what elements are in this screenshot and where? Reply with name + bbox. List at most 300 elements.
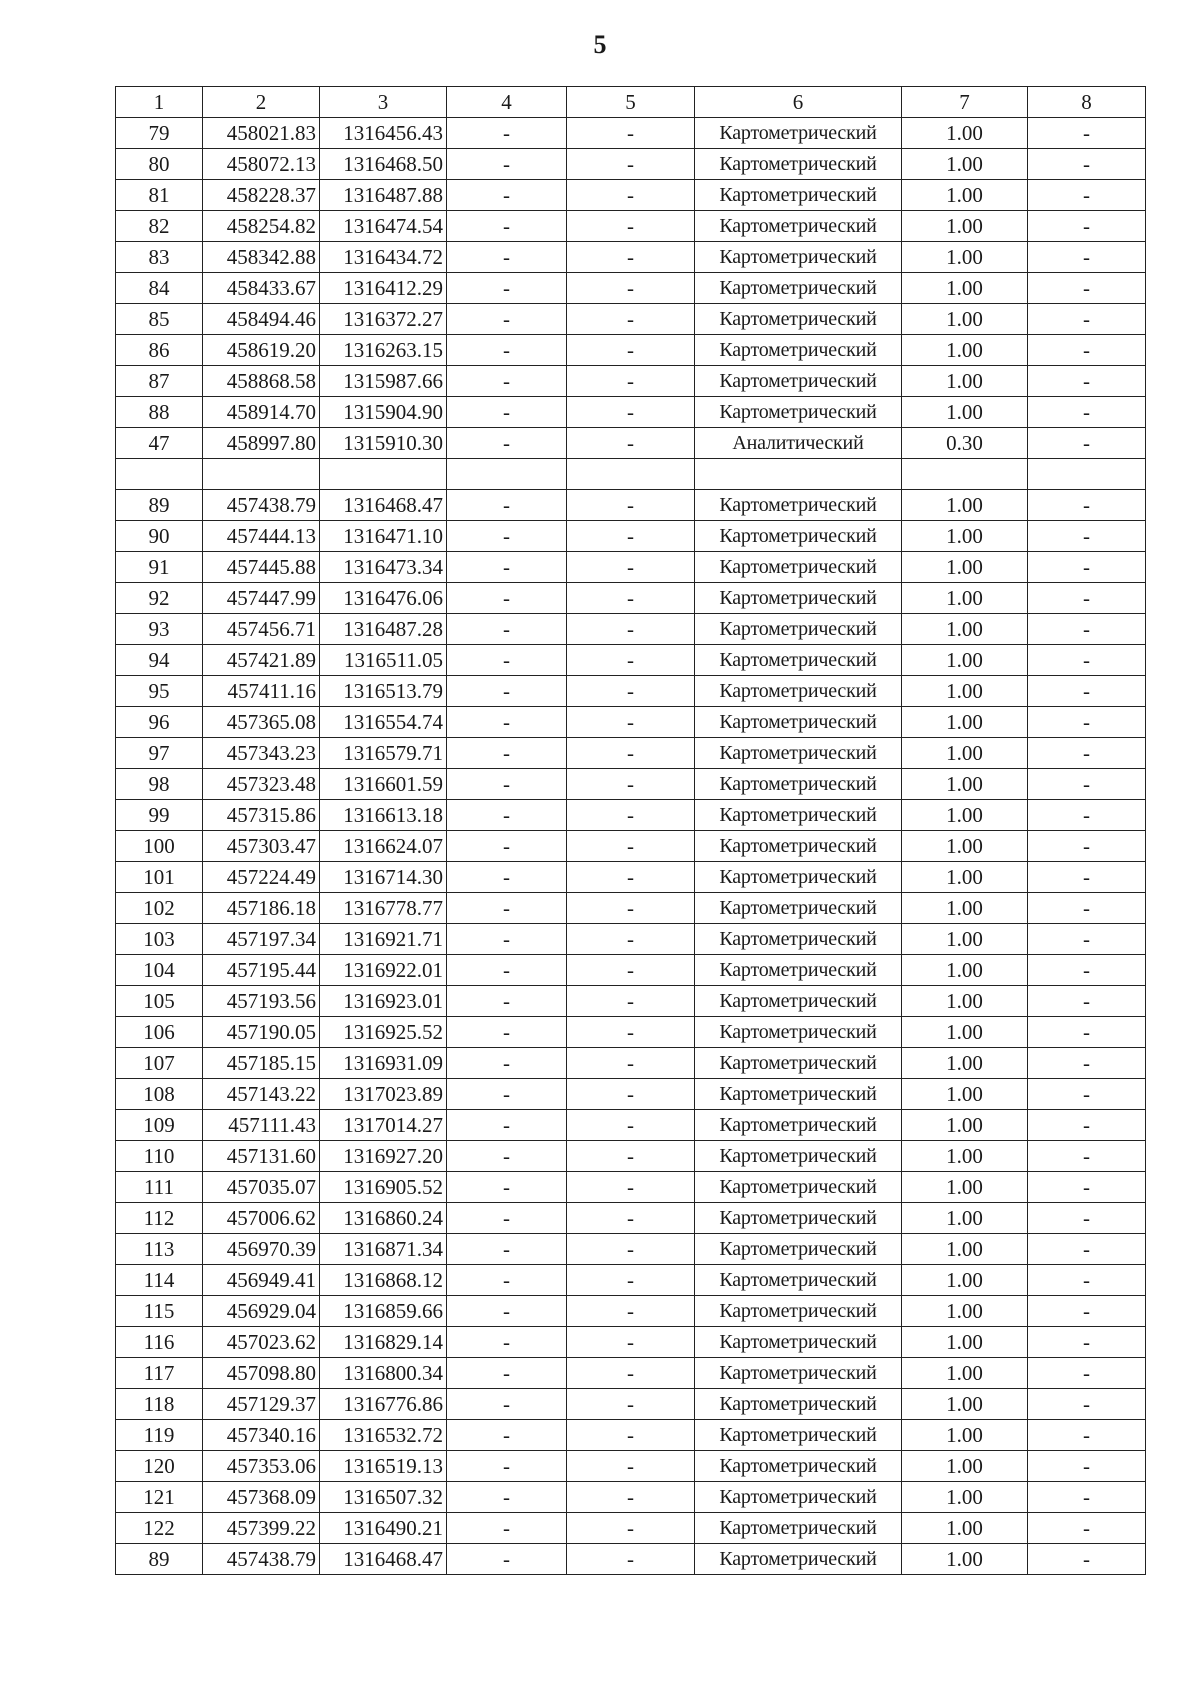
cell-coord-x: 457129.37 [203,1389,320,1420]
cell-col-4: - [447,1265,567,1296]
header-col-7: 7 [902,87,1028,118]
cell-coord-y: 1316511.05 [320,645,447,676]
cell-precision: 1.00 [902,955,1028,986]
cell-col-8: - [1028,552,1146,583]
cell-precision: 1.00 [902,304,1028,335]
cell-col-4: - [447,1513,567,1544]
cell-col-4: - [447,1544,567,1575]
cell-precision: 1.00 [902,707,1028,738]
header-col-6: 6 [695,87,902,118]
cell-col-5: - [567,707,695,738]
cell-col-4: - [447,304,567,335]
cell-coord-y: 1317014.27 [320,1110,447,1141]
cell-coord-x: 458619.20 [203,335,320,366]
cell-coord-y: 1316513.79 [320,676,447,707]
cell-coord-y: 1317023.89 [320,1079,447,1110]
cell-col-4: - [447,955,567,986]
cell-col-5: - [567,800,695,831]
cell-method: Картометрический [695,831,902,862]
cell-col-5: - [567,893,695,924]
cell-precision: 1.00 [902,180,1028,211]
table-row [116,1296,1146,1327]
cell-col-8: - [1028,149,1146,180]
cell-point-number: 97 [116,738,203,769]
cell-col-5: - [567,955,695,986]
cell-coord-x: 457353.06 [203,1451,320,1482]
cell-precision: 1.00 [902,1544,1028,1575]
cell-col-4 [447,459,567,490]
cell-coord-y: 1316859.66 [320,1296,447,1327]
cell-method: Картометрический [695,1327,902,1358]
cell-precision: 1.00 [902,490,1028,521]
cell-col-5: - [567,304,695,335]
cell-col-8: - [1028,955,1146,986]
cell-precision: 1.00 [902,211,1028,242]
cell-coord-y: 1316601.59 [320,769,447,800]
cell-precision: 1.00 [902,242,1028,273]
cell-method: Картометрический [695,552,902,583]
cell-precision: 1.00 [902,831,1028,862]
cell-coord-x: 457023.62 [203,1327,320,1358]
cell-coord-x: 458494.46 [203,304,320,335]
cell-point-number: 98 [116,769,203,800]
cell-coord-y: 1316868.12 [320,1265,447,1296]
cell-col-5: - [567,1420,695,1451]
cell-col-5: - [567,366,695,397]
cell-col-5: - [567,676,695,707]
cell-col-8: - [1028,1172,1146,1203]
cell-col-5: - [567,831,695,862]
cell-point-number: 87 [116,366,203,397]
cell-point-number: 109 [116,1110,203,1141]
cell-col-8: - [1028,1358,1146,1389]
cell-precision: 1.00 [902,800,1028,831]
cell-col-8: - [1028,1079,1146,1110]
cell-point-number: 91 [116,552,203,583]
table-row [116,986,1146,1017]
cell-col-5: - [567,273,695,304]
cell-point-number: 122 [116,1513,203,1544]
cell-col-5: - [567,1172,695,1203]
cell-coord-y: 1316871.34 [320,1234,447,1265]
cell-point-number: 117 [116,1358,203,1389]
cell-coord-y: 1315910.30 [320,428,447,459]
cell-coord-x: 457456.71 [203,614,320,645]
cell-method: Картометрический [695,1544,902,1575]
cell-col-4: - [447,118,567,149]
cell-coord-y: 1316474.54 [320,211,447,242]
table-row [116,552,1146,583]
header-col-3: 3 [320,87,447,118]
cell-method: Картометрический [695,1482,902,1513]
cell-method: Картометрический [695,707,902,738]
cell-col-8: - [1028,1048,1146,1079]
cell-col-5 [567,459,695,490]
cell-method: Картометрический [695,242,902,273]
cell-method: Картометрический [695,1296,902,1327]
cell-col-5: - [567,1234,695,1265]
cell-coord-y: 1316714.30 [320,862,447,893]
cell-precision: 1.00 [902,149,1028,180]
cell-precision: 1.00 [902,521,1028,552]
table-row [116,893,1146,924]
header-col-5: 5 [567,87,695,118]
cell-col-4: - [447,1048,567,1079]
cell-point-number: 111 [116,1172,203,1203]
cell-coord-y: 1316921.71 [320,924,447,955]
cell-point-number: 89 [116,490,203,521]
table-row [116,428,1146,459]
cell-col-5: - [567,521,695,552]
cell-coord-y: 1316776.86 [320,1389,447,1420]
cell-precision: 1.00 [902,862,1028,893]
cell-method: Картометрический [695,118,902,149]
cell-coord-y: 1316778.77 [320,893,447,924]
cell-method: Картометрический [695,1172,902,1203]
cell-point-number: 113 [116,1234,203,1265]
table-row [116,118,1146,149]
cell-col-5: - [567,1141,695,1172]
cell-precision: 1.00 [902,1048,1028,1079]
cell-point-number: 82 [116,211,203,242]
table-row [116,1358,1146,1389]
cell-coord-x: 457006.62 [203,1203,320,1234]
table-row [116,490,1146,521]
cell-coord-x: 457444.13 [203,521,320,552]
cell-coord-x: 457224.49 [203,862,320,893]
table-row [116,1079,1146,1110]
cell-method: Картометрический [695,273,902,304]
cell-coord-x: 456949.41 [203,1265,320,1296]
cell-col-8: - [1028,583,1146,614]
cell-point-number [116,459,203,490]
cell-method: Картометрический [695,738,902,769]
cell-col-4: - [447,1110,567,1141]
cell-col-5: - [567,1110,695,1141]
table-row [116,1110,1146,1141]
cell-col-8: - [1028,1017,1146,1048]
cell-coord-y: 1316487.28 [320,614,447,645]
table-row [116,645,1146,676]
cell-method: Картометрический [695,1234,902,1265]
cell-col-4: - [447,1420,567,1451]
cell-col-5: - [567,335,695,366]
cell-method: Картометрический [695,614,902,645]
cell-method: Картометрический [695,1513,902,1544]
cell-point-number: 102 [116,893,203,924]
cell-col-5: - [567,862,695,893]
cell-point-number: 92 [116,583,203,614]
cell-coord-x: 457399.22 [203,1513,320,1544]
cell-coord-y: 1316922.01 [320,955,447,986]
cell-point-number: 119 [116,1420,203,1451]
cell-col-5: - [567,211,695,242]
table-row [116,366,1146,397]
cell-col-5: - [567,1265,695,1296]
table-row [116,676,1146,707]
cell-col-5: - [567,1296,695,1327]
cell-col-4: - [447,1141,567,1172]
cell-col-8: - [1028,831,1146,862]
cell-point-number: 94 [116,645,203,676]
cell-col-8: - [1028,366,1146,397]
cell-coord-y: 1316925.52 [320,1017,447,1048]
header-row [116,87,1146,118]
cell-method: Картометрический [695,1079,902,1110]
cell-col-8: - [1028,118,1146,149]
table-row [116,335,1146,366]
cell-col-4: - [447,1296,567,1327]
cell-col-5: - [567,490,695,521]
cell-coord-x: 458021.83 [203,118,320,149]
table-row [116,1048,1146,1079]
cell-point-number: 93 [116,614,203,645]
cell-point-number: 81 [116,180,203,211]
cell-coord-x: 457445.88 [203,552,320,583]
cell-coord-y: 1316468.47 [320,490,447,521]
cell-col-8: - [1028,211,1146,242]
table-row [116,800,1146,831]
cell-point-number: 112 [116,1203,203,1234]
cell-coord-x: 457343.23 [203,738,320,769]
cell-col-8: - [1028,490,1146,521]
cell-col-8: - [1028,273,1146,304]
cell-coord-x: 457190.05 [203,1017,320,1048]
cell-coord-x: 457186.18 [203,893,320,924]
cell-col-5: - [567,180,695,211]
table-row [116,769,1146,800]
cell-col-4: - [447,1327,567,1358]
cell-precision: 0.30 [902,428,1028,459]
cell-method: Картометрический [695,335,902,366]
cell-col-8: - [1028,1234,1146,1265]
cell-col-8: - [1028,1544,1146,1575]
cell-coord-x: 457143.22 [203,1079,320,1110]
cell-col-8: - [1028,428,1146,459]
cell-precision [902,459,1028,490]
cell-point-number: 118 [116,1389,203,1420]
cell-col-4: - [447,1482,567,1513]
cell-precision: 1.00 [902,1203,1028,1234]
cell-coord-x: 457111.43 [203,1110,320,1141]
cell-point-number: 107 [116,1048,203,1079]
cell-col-5: - [567,1544,695,1575]
table-row [116,1544,1146,1575]
cell-precision: 1.00 [902,1389,1028,1420]
cell-col-4: - [447,1172,567,1203]
cell-col-8: - [1028,521,1146,552]
cell-point-number: 85 [116,304,203,335]
cell-col-5: - [567,552,695,583]
cell-point-number: 84 [116,273,203,304]
cell-coord-x: 458868.58 [203,366,320,397]
cell-col-8: - [1028,180,1146,211]
cell-method: Картометрический [695,1110,902,1141]
cell-col-4: - [447,1079,567,1110]
cell-coord-y: 1316860.24 [320,1203,447,1234]
cell-col-4: - [447,521,567,552]
table-row [116,924,1146,955]
cell-col-8: - [1028,800,1146,831]
cell-method: Картометрический [695,583,902,614]
cell-col-4: - [447,645,567,676]
cell-method: Картометрический [695,924,902,955]
header-col-2: 2 [203,87,320,118]
cell-col-8: - [1028,924,1146,955]
cell-col-8: - [1028,1296,1146,1327]
cell-coord-x: 458254.82 [203,211,320,242]
cell-coord-x: 458342.88 [203,242,320,273]
cell-precision: 1.00 [902,645,1028,676]
cell-coord-y [320,459,447,490]
cell-coord-y: 1316476.06 [320,583,447,614]
cell-col-5: - [567,614,695,645]
cell-coord-y: 1316613.18 [320,800,447,831]
cell-coord-y: 1316532.72 [320,1420,447,1451]
cell-method: Картометрический [695,521,902,552]
cell-method: Картометрический [695,490,902,521]
cell-col-4: - [447,862,567,893]
cell-coord-x: 456970.39 [203,1234,320,1265]
cell-col-8: - [1028,645,1146,676]
cell-method: Картометрический [695,1017,902,1048]
cell-method: Картометрический [695,211,902,242]
header-col-1: 1 [116,87,203,118]
page-number: 5 [593,30,607,59]
cell-col-5: - [567,1358,695,1389]
cell-coord-y: 1316554.74 [320,707,447,738]
cell-col-4: - [447,800,567,831]
cell-col-5: - [567,1482,695,1513]
cell-method [695,459,902,490]
cell-col-4: - [447,428,567,459]
cell-col-4: - [447,769,567,800]
cell-col-8: - [1028,769,1146,800]
cell-col-4: - [447,149,567,180]
cell-coord-x: 457035.07 [203,1172,320,1203]
table-body [116,118,1146,1575]
cell-precision: 1.00 [902,1079,1028,1110]
table-row [116,273,1146,304]
table-row [116,521,1146,552]
cell-coord-x: 458433.67 [203,273,320,304]
cell-coord-x: 457098.80 [203,1358,320,1389]
cell-precision: 1.00 [902,1141,1028,1172]
cell-method: Картометрический [695,1141,902,1172]
cell-coord-x: 458228.37 [203,180,320,211]
header-col-8: 8 [1028,87,1146,118]
cell-method: Аналитический [695,428,902,459]
cell-precision: 1.00 [902,1017,1028,1048]
cell-precision: 1.00 [902,1265,1028,1296]
cell-coord-y: 1316487.88 [320,180,447,211]
cell-col-4: - [447,831,567,862]
cell-point-number: 86 [116,335,203,366]
cell-method: Картометрический [695,397,902,428]
cell-precision: 1.00 [902,397,1028,428]
cell-col-4: - [447,397,567,428]
cell-coord-y: 1316927.20 [320,1141,447,1172]
cell-precision: 1.00 [902,366,1028,397]
cell-coord-y: 1316507.32 [320,1482,447,1513]
table-row [116,1141,1146,1172]
cell-method: Картометрический [695,149,902,180]
cell-point-number: 89 [116,1544,203,1575]
cell-coord-x: 458997.80 [203,428,320,459]
cell-method: Картометрический [695,800,902,831]
cell-coord-x: 457193.56 [203,986,320,1017]
cell-col-5: - [567,397,695,428]
cell-col-4: - [447,1389,567,1420]
cell-coord-y: 1316519.13 [320,1451,447,1482]
cell-method: Картометрический [695,1420,902,1451]
cell-col-5: - [567,924,695,955]
cell-col-4: - [447,1451,567,1482]
cell-col-8: - [1028,1389,1146,1420]
cell-col-8 [1028,459,1146,490]
cell-col-5: - [567,118,695,149]
table-row [116,583,1146,614]
cell-col-4: - [447,738,567,769]
cell-col-8: - [1028,1420,1146,1451]
cell-coord-y: 1316456.43 [320,118,447,149]
cell-col-5: - [567,583,695,614]
cell-col-8: - [1028,862,1146,893]
cell-precision: 1.00 [902,676,1028,707]
cell-col-4: - [447,1358,567,1389]
cell-coord-y: 1316931.09 [320,1048,447,1079]
cell-col-4: - [447,335,567,366]
cell-point-number: 100 [116,831,203,862]
cell-coord-y: 1315987.66 [320,366,447,397]
cell-col-8: - [1028,1327,1146,1358]
cell-point-number: 121 [116,1482,203,1513]
cell-col-8: - [1028,335,1146,366]
table-row [116,707,1146,738]
cell-coord-y: 1316624.07 [320,831,447,862]
cell-coord-y: 1316905.52 [320,1172,447,1203]
cell-method: Картометрический [695,1265,902,1296]
cell-precision: 1.00 [902,986,1028,1017]
cell-col-8: - [1028,738,1146,769]
cell-coord-x: 457368.09 [203,1482,320,1513]
cell-col-5: - [567,645,695,676]
cell-method: Картометрический [695,645,902,676]
cell-coord-y: 1316471.10 [320,521,447,552]
cell-coord-x: 457447.99 [203,583,320,614]
cell-coord-x: 457438.79 [203,1544,320,1575]
cell-point-number: 101 [116,862,203,893]
cell-col-8: - [1028,1513,1146,1544]
table-row [116,242,1146,273]
cell-col-5: - [567,1327,695,1358]
cell-coord-x: 458072.13 [203,149,320,180]
cell-precision: 1.00 [902,273,1028,304]
cell-coord-y: 1316263.15 [320,335,447,366]
cell-coord-y: 1316468.47 [320,1544,447,1575]
cell-point-number: 88 [116,397,203,428]
cell-precision: 1.00 [902,552,1028,583]
cell-method: Картометрический [695,986,902,1017]
cell-point-number: 108 [116,1079,203,1110]
cell-col-5: - [567,769,695,800]
cell-col-5: - [567,986,695,1017]
cell-precision: 1.00 [902,769,1028,800]
table-row [116,831,1146,862]
cell-col-5: - [567,1513,695,1544]
table-row [116,1420,1146,1451]
cell-point-number: 104 [116,955,203,986]
